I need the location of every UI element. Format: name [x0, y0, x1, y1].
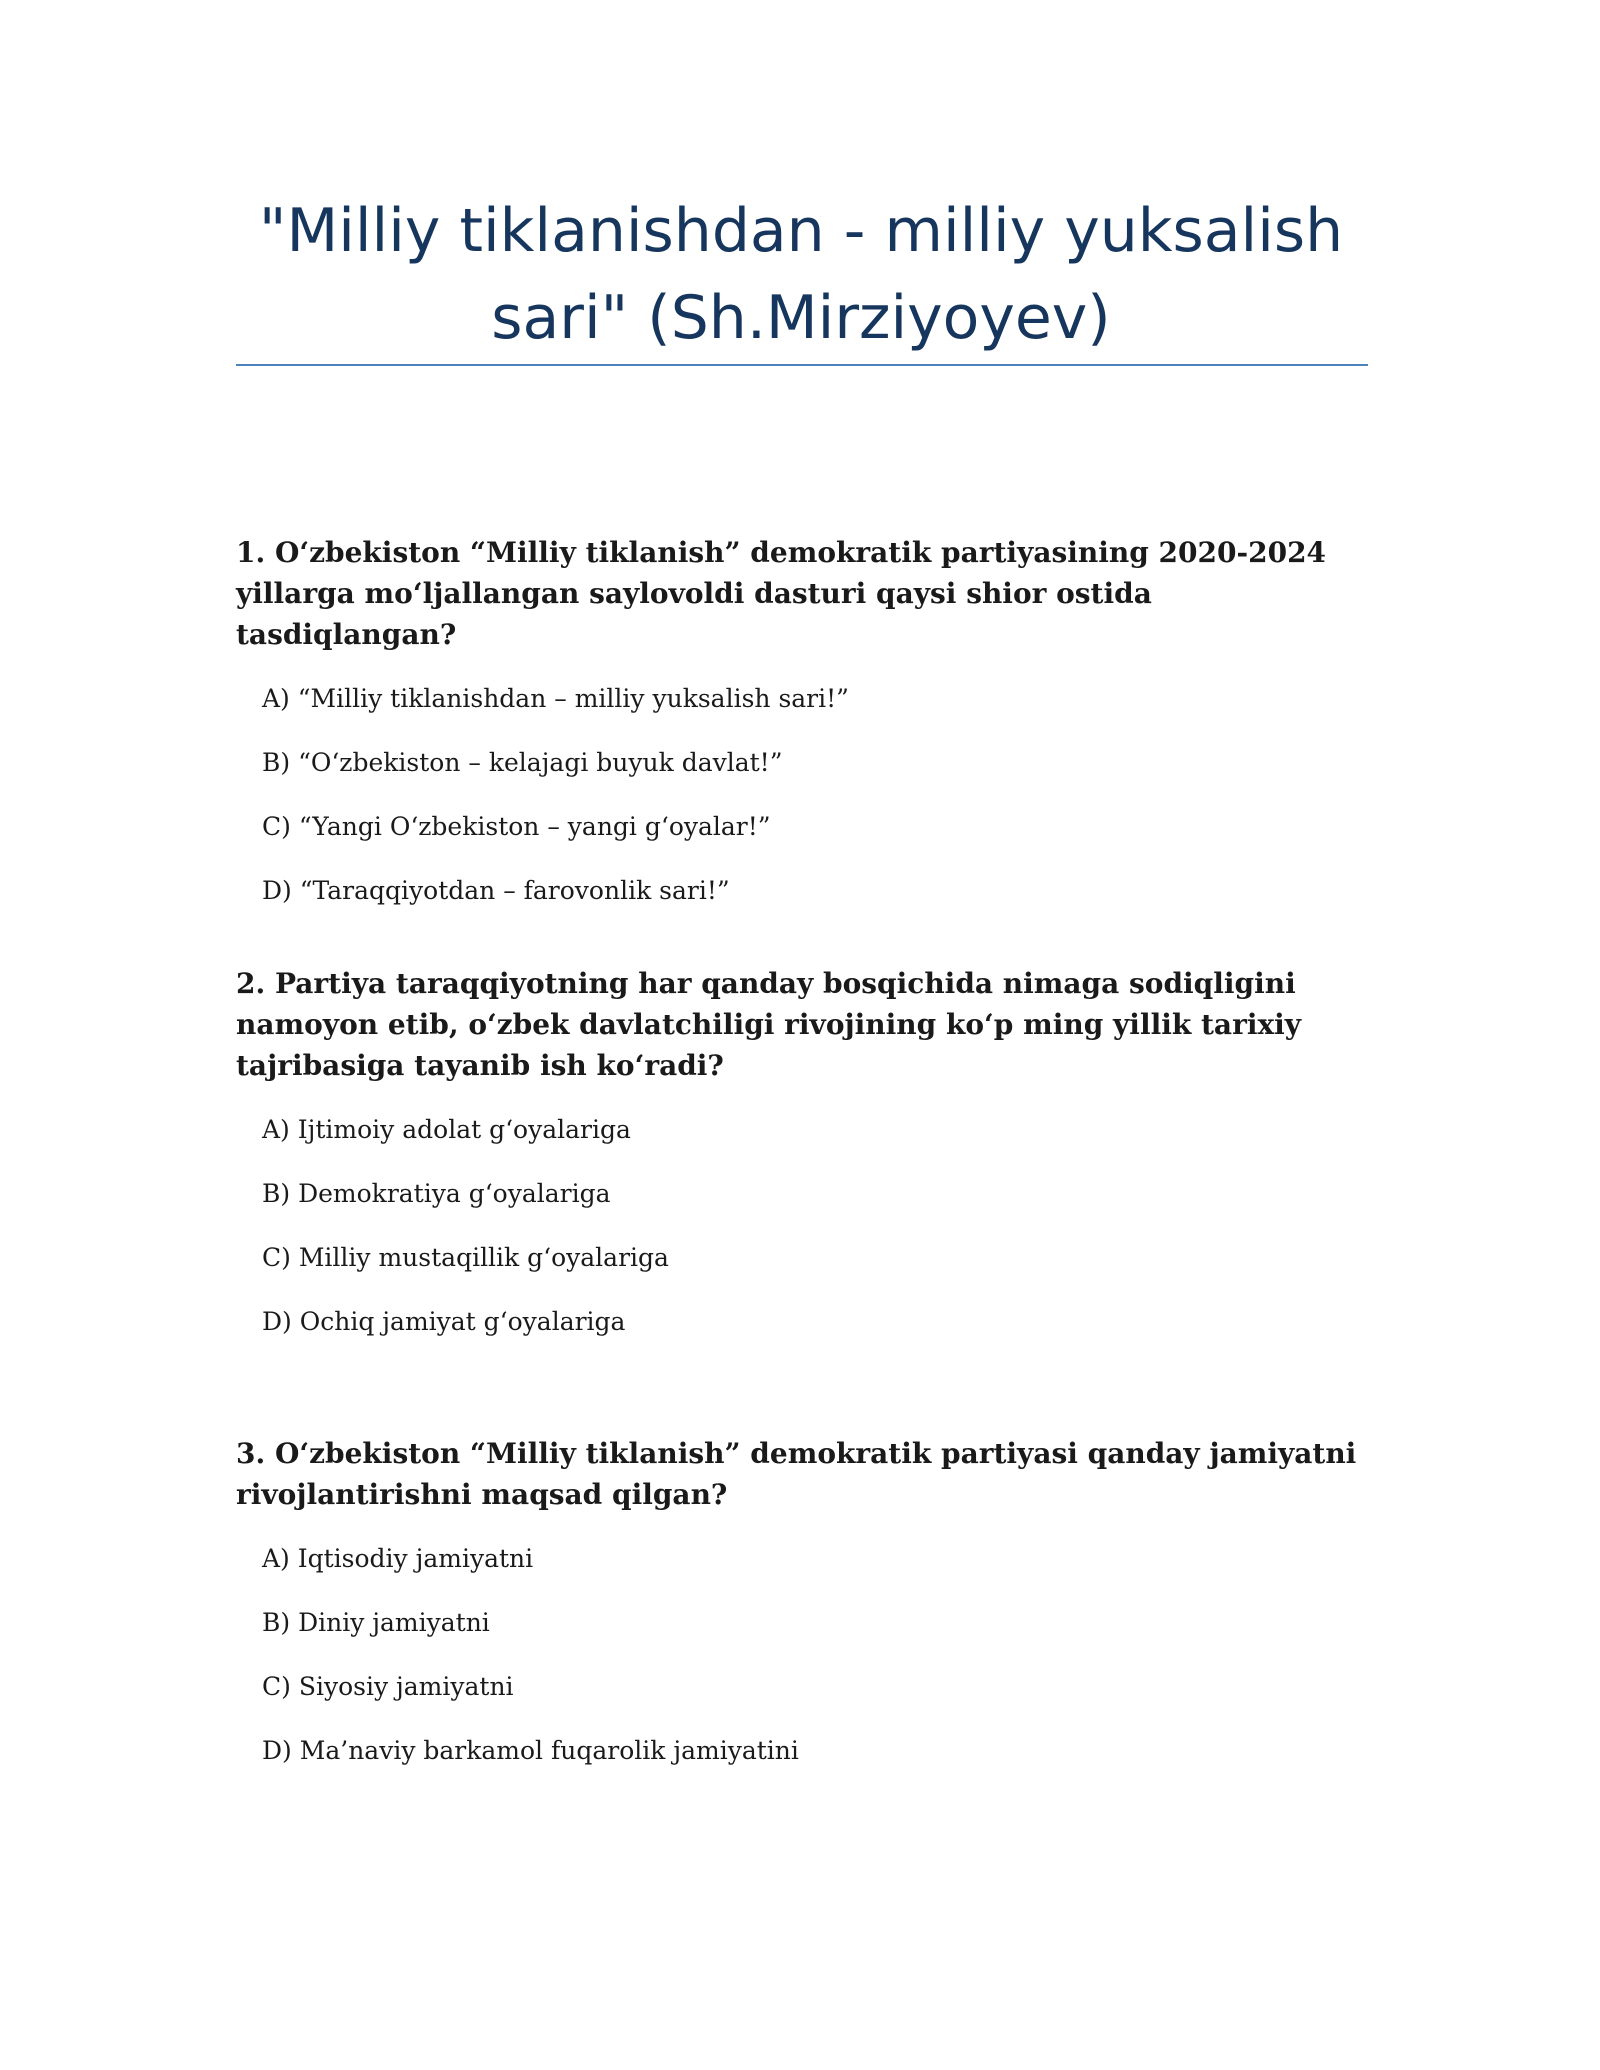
option-b[interactable]: B) “O‘zbekiston – kelajagi buyuk davlat!”	[262, 748, 783, 777]
option-a[interactable]: A) Ijtimoiy adolat g‘oyalariga	[262, 1115, 631, 1144]
option-c[interactable]: C) “Yangi O‘zbekiston – yangi g‘oyalar!”	[262, 812, 771, 841]
option-a[interactable]: A) Iqtisodiy jamiyatni	[262, 1544, 534, 1573]
option-a[interactable]: A) “Milliy tiklanishdan – milliy yuksalish sari!”	[262, 684, 849, 713]
question-2	[236, 963, 1376, 1339]
answer-options	[262, 682, 1376, 908]
option-b[interactable]: B) Diniy jamiyatni	[262, 1608, 490, 1637]
question-text: 1. O‘zbekiston “Milliy tiklanish” demokratik partiyasining 2020-2024 yillarga mo‘ljallangan saylovoldi dasturi qaysi shior ostida tasdiqlangan?	[236, 536, 1327, 651]
title-block	[236, 188, 1366, 362]
question-1	[236, 532, 1376, 908]
option-d[interactable]: D) “Taraqqiyotdan – farovonlik sari!”	[262, 876, 730, 905]
option-b[interactable]: B) Demokratiya g‘oyalariga	[262, 1179, 611, 1208]
option-d[interactable]: D) Ma’naviy barkamol fuqarolik jamiyatini	[262, 1736, 799, 1765]
title-underline	[236, 364, 1368, 366]
option-c[interactable]: C) Siyosiy jamiyatni	[262, 1672, 514, 1701]
question-text: 3. O‘zbekiston “Milliy tiklanish” demokratik partiyasi qanday jamiyatni rivojlantirishni maqsad qilgan?	[236, 1437, 1357, 1511]
question-3	[236, 1433, 1376, 1768]
question-text: 2. Partiya taraqqiyotning har qanday bosqichida nimaga sodiqligini namoyon etib, o‘zbek davlatchiligi rivojining ko‘p ming yillik tarixiy tajribasiga tayanib ish ko‘radi?	[236, 967, 1302, 1082]
document-title: "Milliy tiklanishdan - milliy yuksalish sari" (Sh.Mirziyoyev)	[258, 196, 1344, 353]
answer-options	[262, 1113, 1376, 1339]
option-c[interactable]: C) Milliy mustaqillik g‘oyalariga	[262, 1243, 669, 1272]
answer-options	[262, 1542, 1376, 1768]
option-d[interactable]: D) Ochiq jamiyat g‘oyalariga	[262, 1307, 626, 1336]
